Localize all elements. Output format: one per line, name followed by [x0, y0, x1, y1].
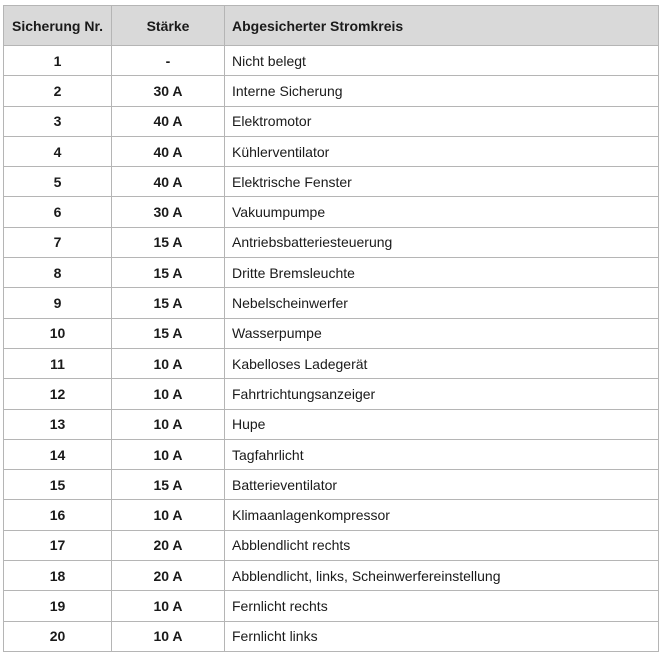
table-row	[4, 530, 659, 560]
fuse-rating-cell: 20 A	[112, 530, 225, 560]
fuse-number-cell: 11	[4, 348, 112, 378]
fuse-rating-cell: 15 A	[112, 227, 225, 257]
fuse-table	[3, 5, 659, 652]
fuse-number-cell: 14	[4, 439, 112, 469]
circuit-cell: Wasserpumpe	[225, 318, 659, 348]
fuse-rating-cell: 30 A	[112, 76, 225, 106]
table-row	[4, 591, 659, 621]
table-row	[4, 288, 659, 318]
circuit-cell: Batterieventilator	[225, 470, 659, 500]
table-row	[4, 439, 659, 469]
table-row	[4, 46, 659, 76]
circuit-cell: Hupe	[225, 409, 659, 439]
circuit-cell: Nicht belegt	[225, 46, 659, 76]
table-row	[4, 197, 659, 227]
fuse-number-cell: 12	[4, 379, 112, 409]
fuse-number-cell: 8	[4, 258, 112, 288]
circuit-cell: Elektromotor	[225, 106, 659, 136]
table-row	[4, 258, 659, 288]
fuse-number-cell: 20	[4, 621, 112, 651]
fuse-number-cell: 9	[4, 288, 112, 318]
table-row	[4, 136, 659, 166]
circuit-cell: Abblendlicht, links, Scheinwerfereinstellung	[225, 561, 659, 591]
fuse-number-cell: 1	[4, 46, 112, 76]
fuse-number-cell: 6	[4, 197, 112, 227]
fuse-rating-cell: 15 A	[112, 318, 225, 348]
circuit-cell: Abblendlicht rechts	[225, 530, 659, 560]
fuse-number-cell: 7	[4, 227, 112, 257]
table-row	[4, 621, 659, 651]
fuse-rating-cell: 10 A	[112, 379, 225, 409]
circuit-cell: Tagfahrlicht	[225, 439, 659, 469]
table-row	[4, 106, 659, 136]
fuse-rating-cell: 10 A	[112, 591, 225, 621]
circuit-cell: Vakuumpumpe	[225, 197, 659, 227]
table-row	[4, 348, 659, 378]
circuit-cell: Antriebsbatteriesteuerung	[225, 227, 659, 257]
fuse-rating-cell: 10 A	[112, 409, 225, 439]
fuse-rating-cell: 10 A	[112, 621, 225, 651]
table-row	[4, 409, 659, 439]
fuse-number-cell: 3	[4, 106, 112, 136]
fuse-rating-cell: -	[112, 46, 225, 76]
fuse-rating-cell: 40 A	[112, 136, 225, 166]
fuse-rating-cell: 15 A	[112, 258, 225, 288]
circuit-cell: Elektrische Fenster	[225, 167, 659, 197]
fuse-number-cell: 16	[4, 500, 112, 530]
fuse-number-cell: 10	[4, 318, 112, 348]
fuse-number-cell: 13	[4, 409, 112, 439]
circuit-cell: Klimaanlagenkompressor	[225, 500, 659, 530]
circuit-cell: Fernlicht rechts	[225, 591, 659, 621]
circuit-cell: Nebelscheinwerfer	[225, 288, 659, 318]
fuse-rating-cell: 10 A	[112, 348, 225, 378]
fuse-number-cell: 19	[4, 591, 112, 621]
fuse-number-cell: 2	[4, 76, 112, 106]
fuse-number-cell: 4	[4, 136, 112, 166]
table-row	[4, 561, 659, 591]
circuit-cell: Kabelloses Ladegerät	[225, 348, 659, 378]
header-rating: Stärke	[112, 6, 225, 46]
fuse-rating-cell: 30 A	[112, 197, 225, 227]
table-header	[4, 6, 659, 46]
fuse-number-cell: 5	[4, 167, 112, 197]
table-body	[4, 46, 659, 652]
fuse-rating-cell: 40 A	[112, 167, 225, 197]
table-row	[4, 227, 659, 257]
fuse-rating-cell: 10 A	[112, 439, 225, 469]
circuit-cell: Kühlerventilator	[225, 136, 659, 166]
fuse-rating-cell: 15 A	[112, 470, 225, 500]
fuse-rating-cell: 20 A	[112, 561, 225, 591]
table-row	[4, 76, 659, 106]
header-row	[4, 6, 659, 46]
fuse-number-cell: 18	[4, 561, 112, 591]
fuse-number-cell: 15	[4, 470, 112, 500]
circuit-cell: Interne Sicherung	[225, 76, 659, 106]
circuit-cell: Dritte Bremsleuchte	[225, 258, 659, 288]
table-row	[4, 318, 659, 348]
fuse-table-container	[3, 5, 659, 652]
fuse-number-cell: 17	[4, 530, 112, 560]
table-row	[4, 470, 659, 500]
fuse-rating-cell: 40 A	[112, 106, 225, 136]
header-circuit: Abgesicherter Stromkreis	[225, 6, 659, 46]
table-row	[4, 167, 659, 197]
fuse-rating-cell: 15 A	[112, 288, 225, 318]
table-row	[4, 500, 659, 530]
circuit-cell: Fahrtrichtungsanzeiger	[225, 379, 659, 409]
fuse-rating-cell: 10 A	[112, 500, 225, 530]
table-row	[4, 379, 659, 409]
circuit-cell: Fernlicht links	[225, 621, 659, 651]
header-fuse-number: Sicherung Nr.	[4, 6, 112, 46]
